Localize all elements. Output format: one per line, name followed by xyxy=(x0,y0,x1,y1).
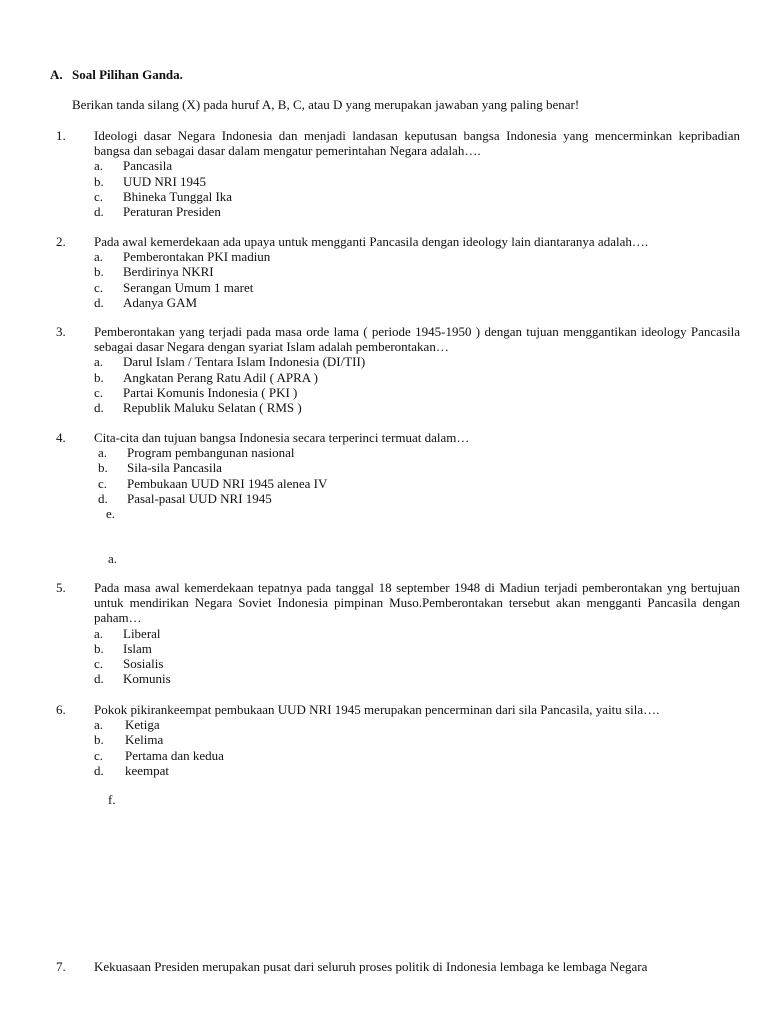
option-text: Pemberontakan PKI madiun xyxy=(123,249,271,265)
option-text: Pertama dan kedua xyxy=(125,747,224,763)
option-letter: b. xyxy=(94,732,104,748)
option-text: Program pembangunan nasional xyxy=(127,445,295,461)
question-number: 7. xyxy=(56,959,66,974)
option-letter: b. xyxy=(98,460,108,476)
option-text: Pembukaan UUD NRI 1945 alenea IV xyxy=(127,475,328,491)
option-letter: a. xyxy=(98,445,108,461)
option-text: Partai Komunis Indonesia ( PKI ) xyxy=(123,384,298,400)
option-letter: c. xyxy=(94,188,104,204)
option-text: Sila-sila Pancasila xyxy=(127,460,222,476)
option-text: Pasal-pasal UUD NRI 1945 xyxy=(127,490,272,506)
question-1 xyxy=(56,128,740,219)
option-letter: a. xyxy=(94,717,104,733)
question-text: Pemberontakan yang terjadi pada masa orde lama ( periode 1945-1950 ) dengan tujuan menggantikan ideology Pancasila sebagai dasar Negara dengan syariat Islam adalah pemberontakan… xyxy=(94,324,740,355)
option-text: keempat xyxy=(125,762,170,778)
question-text: Ideologi dasar Negara Indonesia dan menjadi landasan keputusan bangsa Indonesia yang mencerminkan kepribadian bangsa dan sebagai dasar dalam mengatur pemerintahan Negara adalah…. xyxy=(94,128,740,159)
option-b xyxy=(94,641,740,656)
question-number: 6. xyxy=(56,702,66,717)
option-text: Ketiga xyxy=(125,717,160,733)
option-a xyxy=(94,354,740,369)
option-letter: c. xyxy=(94,656,104,672)
option-a xyxy=(98,445,740,460)
option-letter: a. xyxy=(94,354,104,370)
option-text: Pancasila xyxy=(123,158,173,174)
question-number: 1. xyxy=(56,128,66,143)
option-a xyxy=(94,717,740,732)
option-letter: c. xyxy=(94,279,104,295)
question-4 xyxy=(56,430,740,506)
option-list xyxy=(94,717,740,778)
option-c xyxy=(94,656,740,671)
option-d xyxy=(94,204,740,219)
option-text: Bhineka Tunggal Ika xyxy=(123,188,233,204)
option-text: Angkatan Perang Ratu Adil ( APRA ) xyxy=(123,369,318,385)
option-a xyxy=(94,158,740,173)
option-letter: a. xyxy=(94,249,104,265)
question-text: Kekuasaan Presiden merupakan pusat dari seluruh proses politik di Indonesia lembaga ke lembaga Negara xyxy=(94,959,648,974)
question-number: 4. xyxy=(56,430,66,445)
option-list xyxy=(98,445,740,506)
option-c xyxy=(98,476,740,491)
option-text: Serangan Umum 1 maret xyxy=(123,279,254,295)
option-letter: c. xyxy=(94,747,104,763)
option-letter: d. xyxy=(98,490,108,506)
option-letter: b. xyxy=(94,264,104,280)
option-b xyxy=(98,460,740,475)
question-text: Pada masa awal kemerdekaan tepatnya pada tanggal 18 september 1948 di Madiun terjadi pemberontakan yng bertujuan untuk mendirikan Negara Soviet Indonesia pimpinan Muso.Pemberontakan tersebut akan mengganti Pancasila dengan paham… xyxy=(94,580,740,626)
question-text: Pada awal kemerdekaan ada upaya untuk mengganti Pancasila dengan ideology lain diantaranya adalah…. xyxy=(94,234,649,249)
question-number: 2. xyxy=(56,234,66,249)
option-b xyxy=(94,174,740,189)
option-letter: b. xyxy=(94,640,104,656)
option-letter: b. xyxy=(94,173,104,189)
option-letter: d. xyxy=(94,671,104,687)
question-text: Pokok pikirankeempat pembukaan UUD NRI 1945 merupakan pencerminan dari sila Pancasila, yaitu sila…. xyxy=(94,702,660,717)
question-6 xyxy=(56,702,740,778)
question-number: 5. xyxy=(56,580,66,595)
option-text: Peraturan Presiden xyxy=(123,204,221,220)
section-heading xyxy=(50,67,183,83)
section-title: Soal Pilihan Ganda. xyxy=(72,67,183,82)
option-letter: b. xyxy=(94,369,104,385)
option-text: Adanya GAM xyxy=(123,294,198,310)
option-text: Komunis xyxy=(123,671,171,687)
option-letter: d. xyxy=(94,204,104,220)
option-list xyxy=(94,626,740,687)
stray-option-marker: f. xyxy=(108,792,116,807)
option-list xyxy=(94,158,740,219)
option-text: Liberal xyxy=(123,625,161,641)
option-list xyxy=(94,354,740,415)
question-7 xyxy=(56,959,740,974)
option-c xyxy=(94,385,740,400)
option-letter: a. xyxy=(94,158,104,174)
option-a xyxy=(94,626,740,641)
option-d xyxy=(98,491,740,506)
question-5 xyxy=(56,580,740,686)
option-text: Islam xyxy=(123,640,152,656)
question-number: 3. xyxy=(56,324,66,339)
option-b xyxy=(94,732,740,747)
option-a xyxy=(94,249,740,264)
option-letter: d. xyxy=(94,762,104,778)
option-text: Berdirinya NKRI xyxy=(123,264,214,280)
option-d xyxy=(94,400,740,415)
question-3 xyxy=(56,324,740,415)
option-letter: a. xyxy=(94,625,104,641)
option-text: Republik Maluku Selatan ( RMS ) xyxy=(123,400,302,416)
option-c xyxy=(94,189,740,204)
option-c xyxy=(94,748,740,763)
option-d xyxy=(94,295,740,310)
option-list xyxy=(94,249,740,310)
option-letter: c. xyxy=(98,475,108,491)
option-b xyxy=(94,264,740,279)
option-letter: d. xyxy=(94,294,104,310)
option-text: UUD NRI 1945 xyxy=(123,173,207,189)
option-text: Sosialis xyxy=(123,656,164,672)
question-2 xyxy=(56,234,740,310)
option-b xyxy=(94,370,740,385)
option-letter: d. xyxy=(94,400,104,416)
question-text: Cita-cita dan tujuan bangsa Indonesia secara terperinci termuat dalam… xyxy=(94,430,470,445)
option-d xyxy=(94,671,740,686)
option-text: Darul Islam / Tentara Islam Indonesia (DI/TII) xyxy=(123,354,366,370)
instruction-text: Berikan tanda silang (X) pada huruf A, B, C, atau D yang merupakan jawaban yang paling benar! xyxy=(72,97,580,112)
section-label: A. xyxy=(50,67,63,82)
option-text: Kelima xyxy=(125,732,164,748)
option-letter: c. xyxy=(94,384,104,400)
stray-option-marker: e. xyxy=(106,506,116,521)
stray-option-marker: a. xyxy=(108,551,118,566)
option-d xyxy=(94,763,740,778)
option-c xyxy=(94,280,740,295)
